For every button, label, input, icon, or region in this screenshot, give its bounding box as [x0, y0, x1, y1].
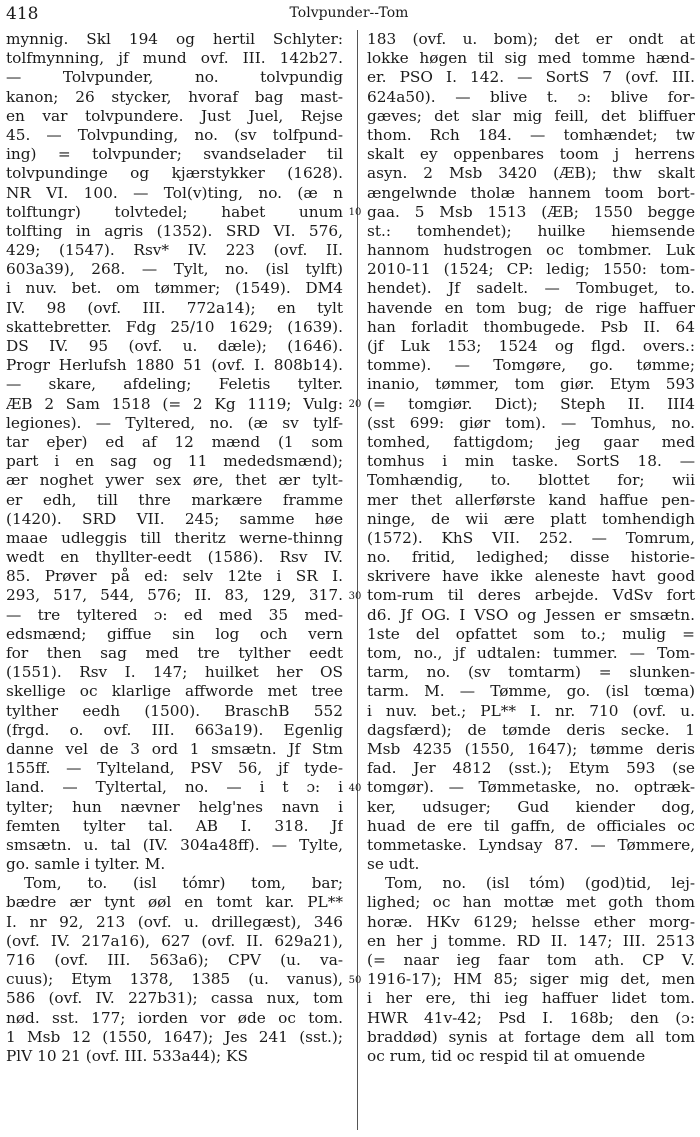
text-line: en var tolvpundere. Just Juel, Rejse	[6, 106, 343, 125]
text-line: tarm. M. — Tømme, go. (isl tœma)	[367, 682, 695, 701]
text-line: 624a50). — blive t. ɔ: blive for-	[367, 87, 695, 106]
text-line: tomme). — Tomgøre, go. tømme;	[367, 356, 695, 375]
text-line: danne vel de 3 ord 1 smsætn. Jf Stm	[6, 739, 343, 758]
text-line: no. fritid, ledighed; disse historie-	[367, 548, 695, 567]
text-line: edsmænd; giffue sin log och vern	[6, 624, 343, 643]
text-line: smsætn. u. tal (IV. 304a48ff). — Tylte,	[6, 835, 343, 854]
text-line: lighed; oc han mottæ met goth thom	[367, 893, 695, 912]
text-line: NR VI. 100. — Tol(v)ting, no. (æ n	[6, 183, 343, 202]
text-line: hendet). Jf sadelt. — Tombuget, to.	[367, 279, 695, 298]
text-line: 603a39), 268. — Tylt, no. (isl tylft)	[6, 260, 343, 279]
text-line: tolfting in agris (1352). SRD VI. 576,	[6, 221, 343, 240]
text-line: oc rum, tid oc respid til at omuende	[367, 1046, 646, 1065]
text-line: inanio, tømmer, tom giør. Etym 593	[367, 375, 695, 394]
text-line: — Tolvpunder, no. tolvpundig	[6, 68, 343, 87]
text-line: (1572). KhS VII. 252. — Tomrum,	[367, 528, 695, 547]
text-line: maae udleggis till theritz werne-thinng	[6, 528, 343, 547]
text-line: han forladit thombugede. Psb II. 64	[367, 317, 695, 336]
text-line: 183 (ovf. u. bom); det er ondt at	[367, 30, 695, 48]
line-number: 40	[348, 782, 362, 794]
text-line: PlV 10 21 (ovf. III. 533a44); KS	[6, 1046, 248, 1065]
text-line: 586 (ovf. IV. 227b31); cassa nux, tom	[6, 989, 343, 1008]
text-line: tylter; hun nævner helg'nes navn i	[6, 797, 343, 816]
text-line: ængelwnde tholæ hannem toom bort-	[367, 183, 695, 202]
text-line: 429; (1547). Rsv* IV. 223 (ovf. II.	[6, 241, 343, 260]
text-line: (jf Luk 153; 1524 og flgd. overs.:	[367, 337, 695, 355]
text-line: tolfmynning, jf mund ovf. III. 142b27.	[6, 49, 343, 68]
text-line: mynnig. Skl 194 og hertil Schlyter:	[6, 30, 343, 48]
text-line: (= naar ieg faar tom ath. CP V.	[367, 951, 695, 969]
text-line: 85. Prøver på ed: selv 12te i SR I.	[6, 567, 343, 586]
text-line: asyn. 2 Msb 3420 (ÆB); thw skalt	[367, 164, 695, 183]
text-line: tomhed, fattigdom; jeg gaar med	[367, 432, 695, 451]
running-title: Tolvpunder--Tom	[289, 5, 409, 21]
text-line: tolvpundinge og kjærstykker (1628).	[6, 164, 343, 183]
text-line: part i en sag og 11 mededsmænd);	[6, 452, 343, 471]
text-line: skalt ey oppenbares toom j herrens	[367, 145, 695, 164]
text-line: 1ste del opfattet som to.; mulig =	[367, 624, 695, 643]
text-line: mer thet allerførste kand haffue pen-	[367, 490, 695, 509]
text-line: en her j tomme. RD II. 147; III. 2513	[367, 931, 695, 950]
text-line: se udt.	[367, 855, 420, 874]
page-number: 418	[6, 4, 39, 24]
text-line: tomgør). — Tømmetaske, no. optræk-	[367, 778, 695, 797]
text-line: kanon; 26 stycker, hvoraf bag mast-	[6, 87, 343, 106]
text-line: Tom, no. (isl tóm) (god)tid, lej-	[385, 874, 695, 893]
text-line: HWR 41v-42; Psd I. 168b; den (ɔ:	[367, 1008, 695, 1027]
text-line: 1 Msb 12 (1550, 1647); Jes 241 (sst.);	[6, 1027, 343, 1046]
text-line: lokke høgen til sig med tomme hænd-	[367, 49, 695, 68]
line-number: 30	[348, 590, 362, 602]
text-line: DS IV. 95 (ovf. u. dæle); (1646).	[6, 337, 343, 355]
text-line: — tre tyltered ɔ: ed med 35 med-	[6, 605, 343, 624]
text-line: (frgd. o. ovf. III. 663a19). Egenlig	[6, 720, 343, 739]
text-line: thom. Rch 184. — tomhændet; tw	[367, 125, 695, 144]
text-line: havende en tom bug; de rige haffuer	[367, 298, 695, 317]
text-line: legiones). — Tyltered, no. (æ sv tylf-	[6, 413, 343, 432]
text-line: 1916-17); HM 85; siger mig det, men	[367, 970, 695, 989]
text-line: ær noghet ywer sex øre, thet ær tylt-	[6, 471, 343, 490]
right-column	[367, 30, 695, 1066]
text-line: huad de ere til gaffn, de officiales oc	[367, 816, 695, 835]
page-header	[6, 4, 692, 26]
text-line: ÆB 2 Sam 1518 (= 2 Kg 1119; Vulg:	[6, 394, 343, 413]
text-line: Tom, to. (isl tómr) tom, bar;	[24, 874, 343, 893]
text-line: (sst 699: giør tom). — Tomhus, no.	[367, 413, 695, 432]
text-line: st.: tomhendet); huilke hiemsende	[367, 221, 695, 240]
text-line: skattebretter. Fdg 25/10 1629; (1639).	[6, 317, 343, 336]
text-line: 293, 517, 544, 576; II. 83, 129, 317.	[6, 586, 343, 605]
text-line: gæves; det slar mig feill, det bliffuer	[367, 106, 695, 125]
text-line: (ovf. IV. 217a16), 627 (ovf. II. 629a21),	[6, 931, 343, 950]
line-number: 20	[348, 398, 362, 410]
text-line: tar eþer) ed af 12 mænd (1 som	[6, 432, 343, 451]
text-line: go. samle i tylter. M.	[6, 855, 166, 874]
text-line: Msb 4235 (1550, 1647); tømme deris	[367, 739, 695, 758]
text-line: femten tylter tal. AB I. 318. Jf	[6, 816, 343, 835]
text-line: IV. 98 (ovf. III. 772a14); en tylt	[6, 298, 343, 317]
text-line: ker, udsuger; Gud kiender dog,	[367, 797, 695, 816]
left-column	[6, 30, 343, 1066]
text-line: tom, no., jf udtalen: tummer. — Tom-	[367, 644, 695, 662]
text-line: skrivere have ikke aleneste havt good	[367, 567, 695, 586]
text-line: — skare, afdeling; Feletis tylter.	[6, 375, 343, 394]
text-line: hannom hudstrogen oc tombmer. Luk	[367, 241, 695, 260]
text-line: fad. Jer 4812 (sst.); Etym 593 (se	[367, 759, 695, 778]
text-line: tomhus i min taske. SortS 18. —	[367, 452, 695, 471]
text-line: dagsfærd); de tømde deris secke. 1	[367, 720, 695, 739]
text-line: 716 (ovf. III. 563a6); CPV (u. va-	[6, 951, 343, 969]
text-line: (1420). SRD VII. 245; samme høe	[6, 509, 343, 528]
text-line: cuus); Etym 1378, 1385 (u. vanus),	[6, 970, 343, 989]
text-line: 2010-11 (1524; CP: ledig; 1550: tom-	[367, 260, 695, 279]
text-line: tommetaske. Lyndsay 87. — Tømmere,	[367, 835, 695, 854]
column-divider	[357, 30, 358, 1130]
text-line: 45. — Tolvpunding, no. (sv tolfpund-	[6, 125, 343, 144]
text-line: tom-rum til deres arbejde. VdSv fort	[367, 586, 695, 605]
text-line: ninge, de wii ære platt tomhendigh	[367, 509, 695, 528]
text-line: Progr Herlufsh 1880 51 (ovf. I. 808b14).	[6, 356, 343, 375]
text-line: Tomhændig, to. blottet for; wii	[367, 471, 695, 490]
text-line: i nuv. bet.; PL** I. nr. 710 (ovf. u.	[367, 701, 695, 720]
text-line: gaa. 5 Msb 1513 (ÆB; 1550 begge	[367, 202, 695, 221]
text-line: er. PSO I. 142. — SortS 7 (ovf. III.	[367, 68, 695, 87]
text-line: (= tomgiør. Dict); Steph II. III4	[367, 394, 695, 413]
text-line: nød. sst. 177; iorden vor øde oc tom.	[6, 1008, 343, 1027]
text-line: tylther eedh (1500). BraschB 552	[6, 701, 343, 720]
text-line: tarm, no. (sv tomtarm) = slunken-	[367, 663, 695, 682]
text-line: skellige oc klarlige affworde met tree	[6, 682, 343, 701]
text-line: wedt en thyllter-eedt (1586). Rsv IV.	[6, 548, 343, 567]
text-line: 155ff. — Tylteland, PSV 56, jf tyde-	[6, 759, 343, 778]
text-line: braddød) synis at fortage dem all tom	[367, 1027, 695, 1046]
text-line: (1551). Rsv I. 147; huilket her OS	[6, 663, 343, 682]
line-number: 10	[348, 206, 362, 218]
text-line: er edh, till thre markære framme	[6, 490, 343, 509]
text-line: I. nr 92, 213 (ovf. u. drillegæst), 346	[6, 912, 343, 931]
text-line: ing) = tolvpunder; svandselader til	[6, 145, 343, 164]
text-line: land. — Tyltertal, no. — i t ɔ: i	[6, 778, 343, 797]
text-line: for then sag med tre tylther eedt	[6, 644, 343, 662]
text-line: d6. Jf OG. I VSO og Jessen er smsætn.	[367, 605, 695, 624]
text-line: i her ere, thi ieg haffuer lidet tom.	[367, 989, 695, 1008]
text-line: tolftungr) tolvtedel; habet unum	[6, 202, 343, 221]
line-number: 50	[348, 974, 362, 986]
text-line: horæ. HKv 6129; helsse ether morg-	[367, 912, 695, 931]
text-line: i nuv. bet. om tømmer; (1549). DM4	[6, 279, 343, 298]
text-line: bædre ær tynt øøl en tomt kar. PL**	[6, 893, 343, 912]
